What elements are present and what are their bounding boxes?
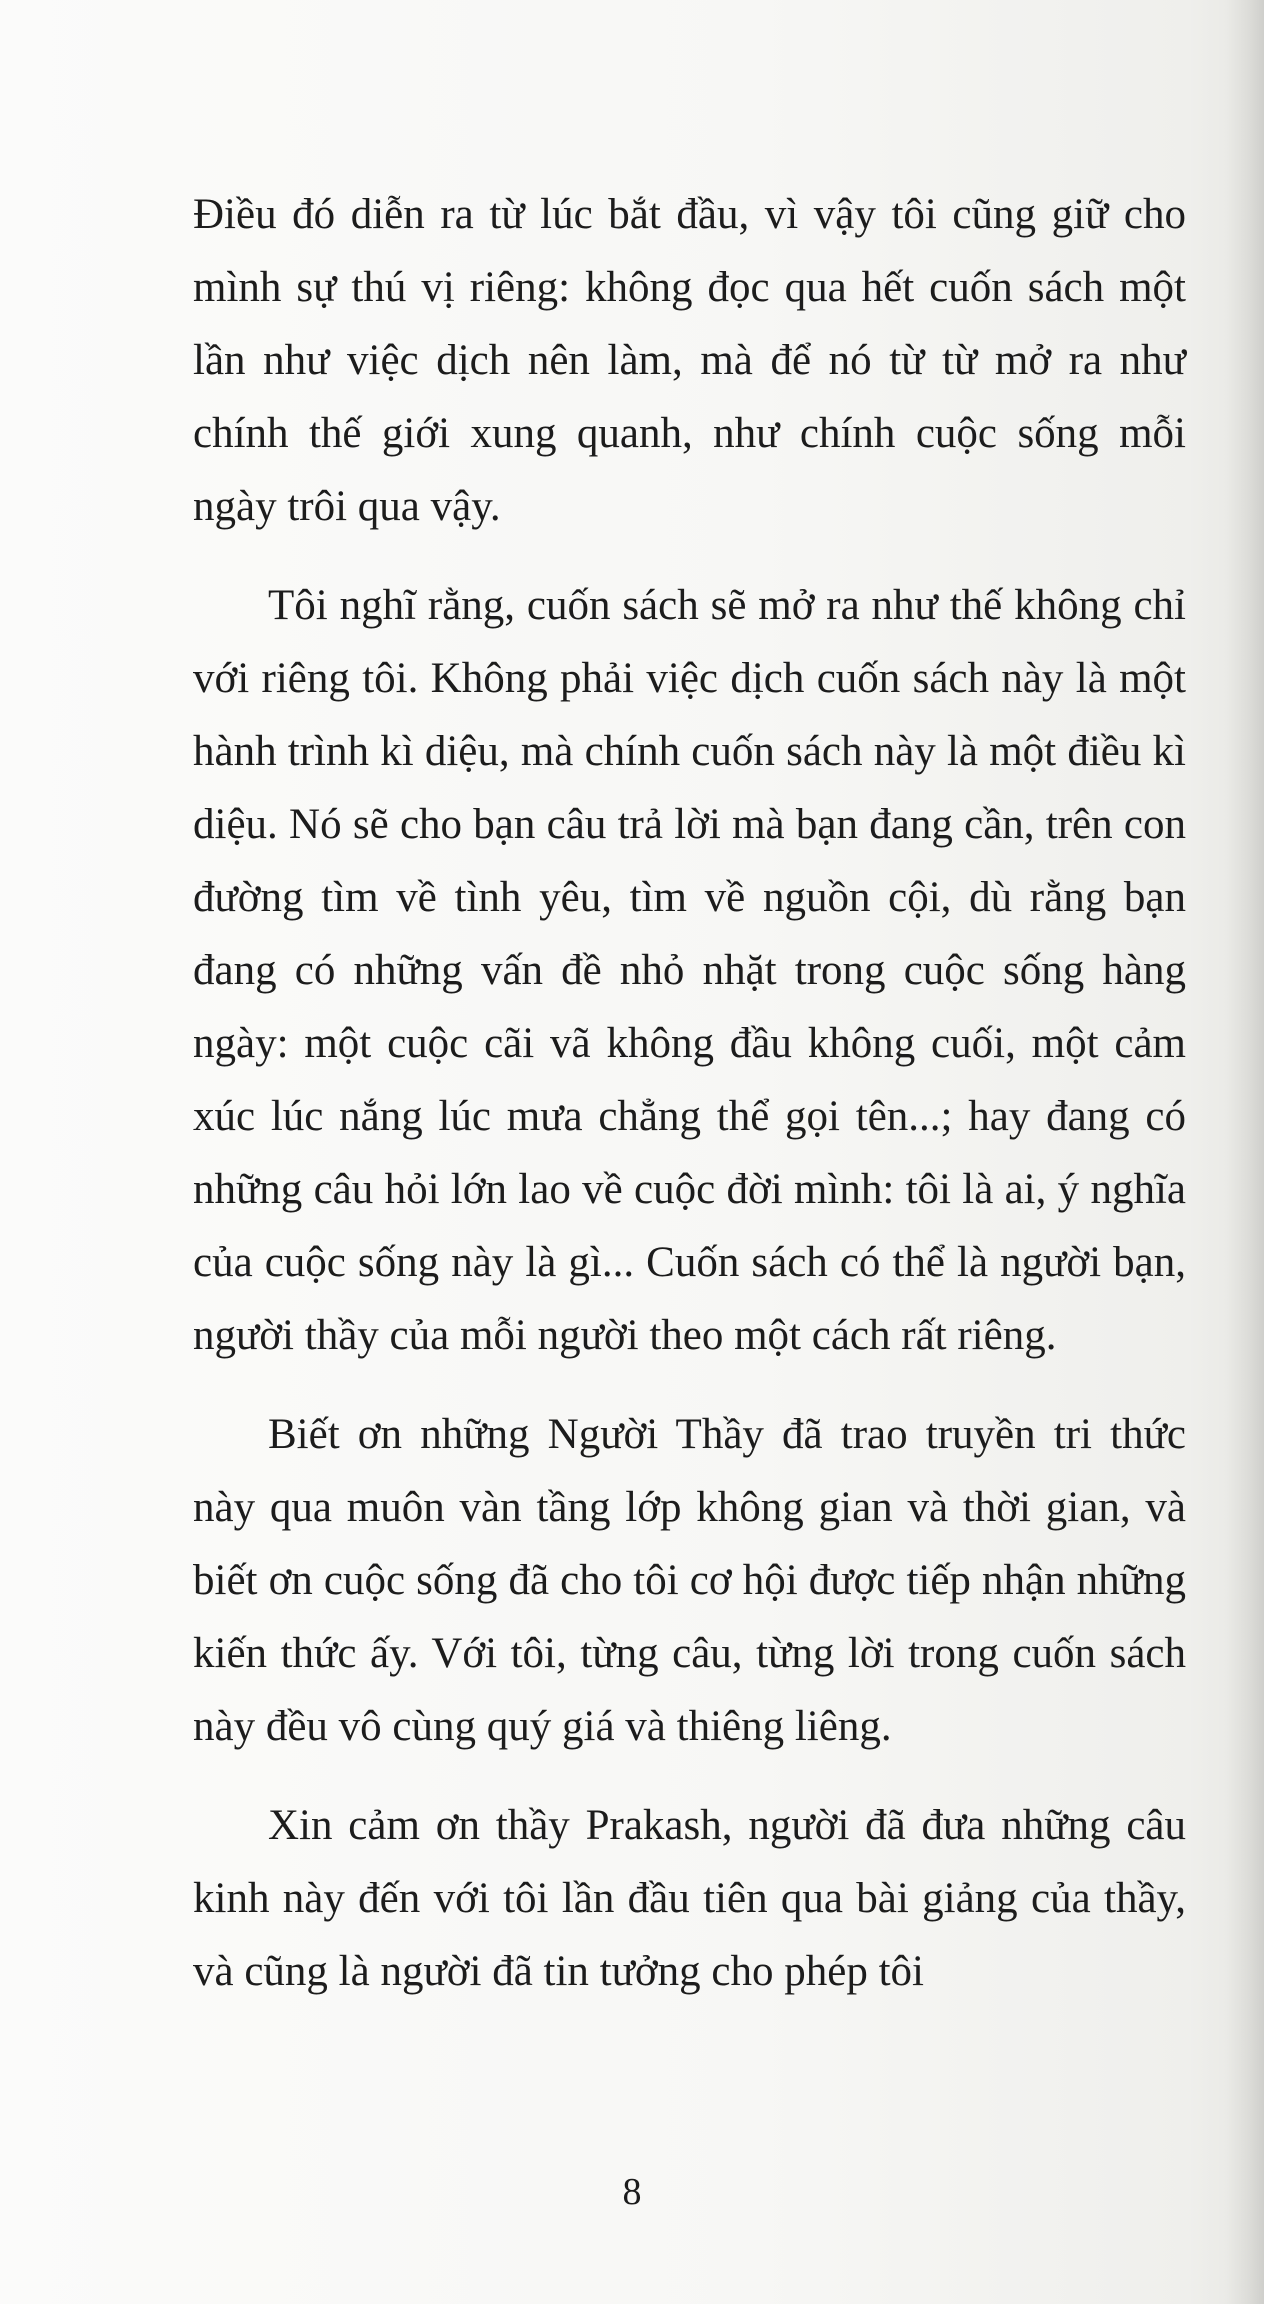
body-text xyxy=(193,178,1186,2034)
paragraph-4: Xin cảm ơn thầy Prakash, người đã đưa những câu kinh này đến với tôi lần đầu tiên qua bài giảng của thầy, và cũng là người đã tin tưởng cho phép tôi xyxy=(193,1802,1186,1995)
paragraph-2: Tôi nghĩ rằng, cuốn sách sẽ mở ra như thế không chỉ với riêng tôi. Không phải việc dịch cuốn sách này là một hành trình kì diệu, mà chính cuốn sách này là một điều kì diệu. Nó sẽ cho bạn câu trả lời mà bạn đang cần, trên con đường tìm về tình yêu, tìm về nguồn cội, dù rằng bạn đang có những vấn đề nhỏ nhặt trong cuộc sống hàng ngày: một cuộc cãi vã không đầu không cuối, một cảm xúc lúc nắng lúc mưa chẳng thể gọi tên...; hay đang có những câu hỏi lớn lao về cuộc đời mình: tôi là ai, ý nghĩa của cuộc sống này là gì... Cuốn sách có thể là người bạn, người thầy của mỗi người theo một cách rất riêng. xyxy=(193,582,1186,1359)
paragraph-3: Biết ơn những Người Thầy đã trao truyền tri thức này qua muôn vàn tầng lớp không gian và thời gian, và biết ơn cuộc sống đã cho tôi cơ hội được tiếp nhận những kiến thức ấy. Với tôi, từng câu, từng lời trong cuốn sách này đều vô cùng quý giá và thiêng liêng. xyxy=(193,1411,1186,1750)
spine-shadow xyxy=(1226,0,1264,2304)
paragraph-1: Điều đó diễn ra từ lúc bắt đầu, vì vậy tôi cũng giữ cho mình sự thú vị riêng: không đọc qua hết cuốn sách một lần như việc dịch nên làm, mà để nó từ từ mở ra như chính thế giới xung quanh, như chính cuộc sống mỗi ngày trôi qua vậy. xyxy=(193,191,1186,530)
page-number: 8 xyxy=(622,2171,642,2213)
